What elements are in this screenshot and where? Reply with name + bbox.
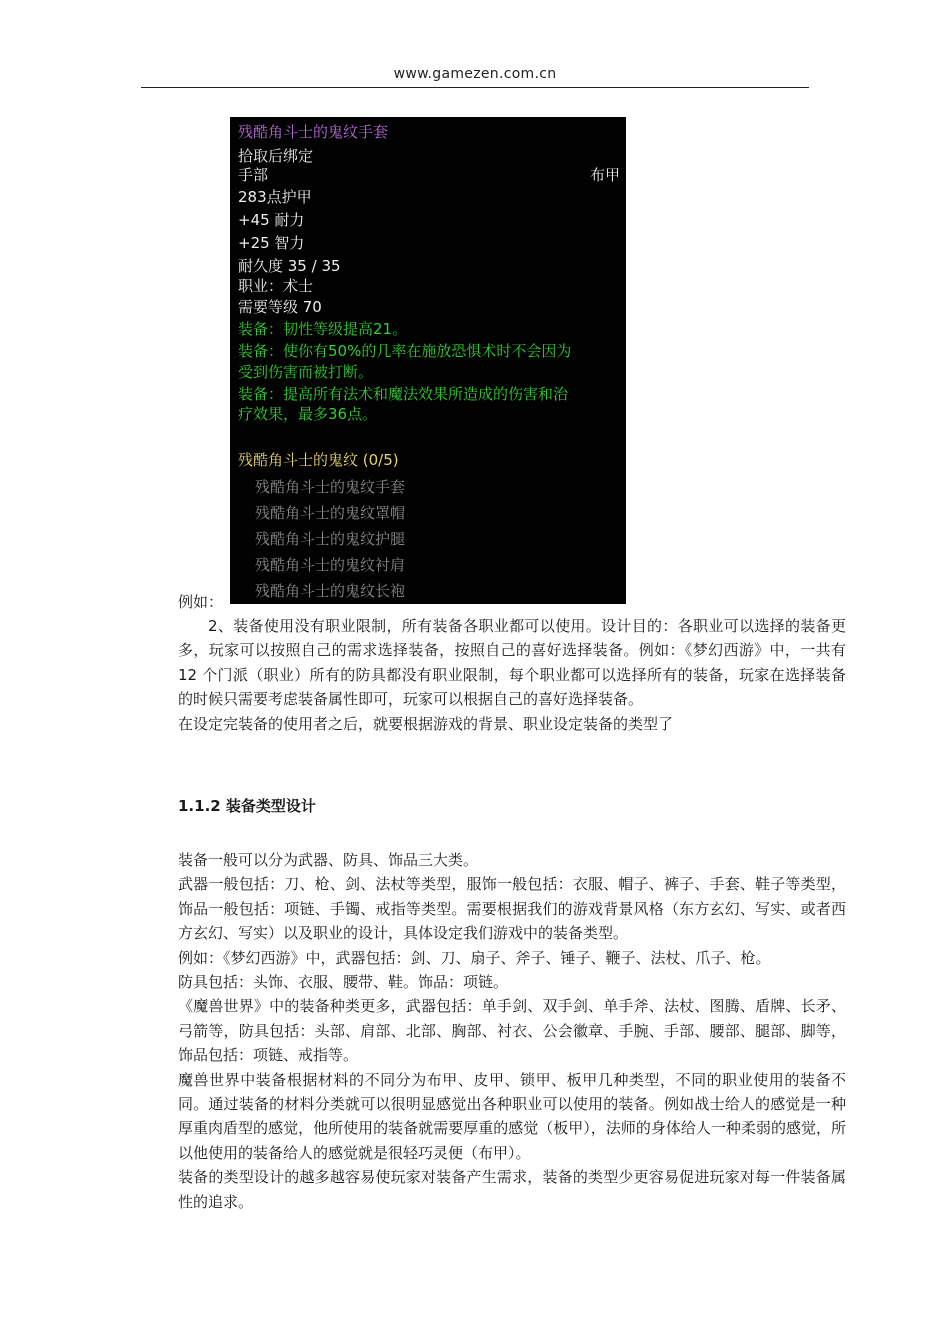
tooltip-armor: 283点护甲 [238,188,312,206]
tooltip-stamina: +45 耐力 [238,211,305,229]
tooltip-durability: 耐久度 35 / 35 [238,257,341,275]
paragraph: 2、装备使用没有职业限制，所有装备各职业都可以使用。设计目的：各职业可以选择的装备更多，玩家可以按照自己的需求选择装备，按照自己的喜好选择装备。例如：《梦幻西游》中，一共有 12 个门派（职业）所有的防具都没有职业限制，每个职业都可以选择所有的装备，玩家在选择装备的时候只需要考虑装备属性即可，玩家可以根据自己的喜好选择装备。 [178,617,846,709]
tooltip-bind: 拾取后绑定 [238,147,314,165]
tooltip-slot: 手部 [238,166,269,184]
tooltip-title: 残酷角斗士的鬼纹手套 [238,123,389,141]
tooltip-set-item: 残酷角斗士的鬼纹手套 [255,478,406,496]
paragraph: 在设定完装备的使用者之后，就要根据游戏的背景、职业设定装备的类型了 [178,714,674,733]
tooltip-effect: 受到伤害而被打断。 [238,363,374,381]
tooltip-set-item: 残酷角斗士的鬼纹护腿 [255,530,406,548]
tooltip-effect: 装备：韧性等级提高21。 [238,320,408,338]
tooltip-set-item: 残酷角斗士的鬼纹长袍 [255,582,406,600]
tooltip-set-item: 残酷角斗士的鬼纹罩帽 [255,504,406,522]
tooltip-level: 需要等级 70 [238,298,322,316]
paragraph: 装备的类型设计的越多越容易使玩家对装备产生需求，装备的类型少更容易促进玩家对每一件装备属性的追求。 [178,1168,846,1211]
item-tooltip-image [230,117,626,604]
paragraph: 防具包括：头饰、衣服、腰带、鞋。饰品：项链。 [178,973,509,992]
tooltip-intellect: +25 智力 [238,234,305,252]
section-title: 1.1.2 装备类型设计 [178,797,316,815]
body-text-bottom [178,848,846,1214]
paragraph: 例如：《梦幻西游》中，武器包括：剑、刀、扇子、斧子、锤子、鞭子、法杖、爪子、枪。 [178,948,771,967]
paragraph: 魔兽世界中装备根据材料的不同分为布甲、皮甲、锁甲、板甲几种类型，不同的职业使用的装备不同。通过装备的材料分类就可以很明显感觉出各种职业可以使用的装备。例如战士给人的感觉是一种厚重肉盾型的感觉，他所使用的装备就需要厚重的感觉（板甲），法师的身体给人一种柔弱的感觉，所以他使用的装备给人的感觉就是很轻巧灵便（布甲）。 [178,1070,846,1162]
tooltip-effect: 装备：提高所有法术和魔法效果所造成的伤害和治 [238,385,569,403]
tooltip-effect: 装备：使你有50%的几率在施放恐惧术时不会因为 [238,342,572,360]
tooltip-class: 职业：术士 [238,277,314,295]
paragraph: 武器一般包括：刀、枪、剑、法杖等类型，服饰一般包括：衣服、帽子、裤子、手套、鞋子等类型，饰品一般包括：项链、手镯、戒指等类型。需要根据我们的游戏背景风格（东方玄幻、写实、或者西方玄幻、写实）以及职业的设计，具体设定我们游戏中的装备类型。 [178,875,846,943]
tooltip-material: 布甲 [589,166,620,184]
paragraph: 《魔兽世界》中的装备种类更多，武器包括：单手剑、双手剑、单手斧、法杖、图腾、盾牌、长矛、弓箭等，防具包括：头部、肩部、北部、胸部、衬衣、公会徽章、手腕、手部、腰部、腿部、脚等，饰品包括：项链、戒指等。 [178,997,846,1065]
paragraph: 装备一般可以分为武器、防具、饰品三大类。 [178,851,479,869]
tooltip-effect: 疗效果，最多36点。 [238,405,378,423]
header-url: www.gamezen.com.cn [393,66,557,82]
example-label: 例如： [178,593,224,611]
tooltip-set-name: 残酷角斗士的鬼纹 (0/5) [238,451,399,469]
header-rule [141,87,809,88]
body-text-top [178,614,846,736]
tooltip-set-item: 残酷角斗士的鬼纹衬肩 [255,556,406,574]
